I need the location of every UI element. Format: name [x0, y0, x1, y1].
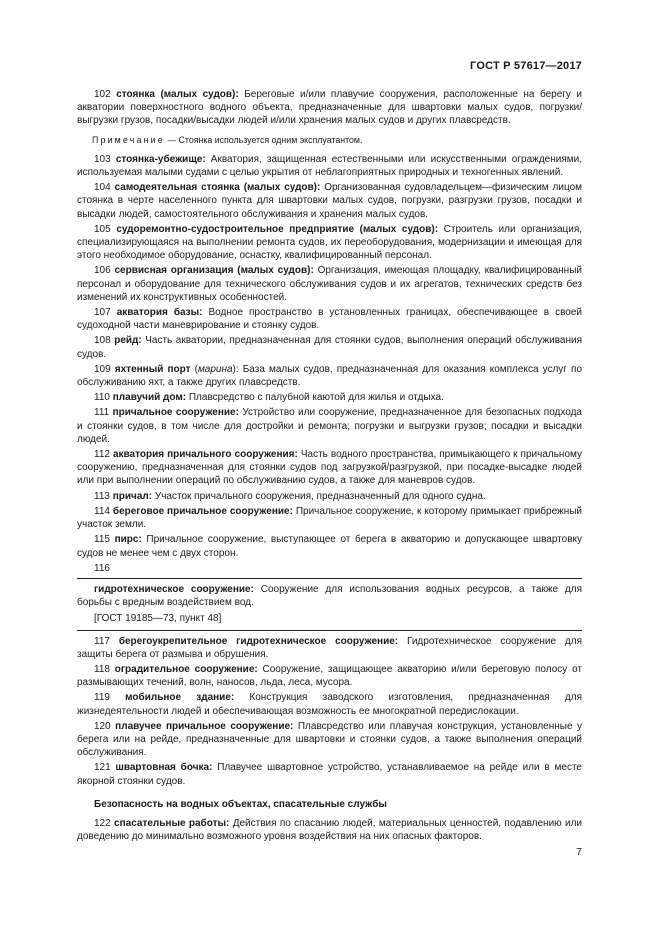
- note: [77, 134, 582, 147]
- term-name: сервисная организация (малых судов):: [114, 265, 314, 277]
- term-name: стоянка-убежище:: [115, 153, 206, 165]
- term-entry-120: [77, 720, 582, 760]
- term-definition: Организация, имеющая площадку, квалифицированный персонал и оборудование для технического обслуживания судов и их агрегатов, технических средств без изменений их конструктивных особенностей.: [77, 265, 582, 303]
- term-name: берегоукрепительное гидротехническое сооружение:: [118, 635, 399, 647]
- term-number: 102: [94, 89, 111, 100]
- term-name: плавучее причальное сооружение:: [115, 720, 294, 732]
- term-number: 114: [94, 505, 110, 517]
- term-name: гидротехническое сооружение:: [94, 583, 254, 595]
- term-entry-121: [77, 761, 582, 787]
- term-name: швартовная бочка:: [115, 762, 213, 774]
- term-definition: Гидротехническое сооружение для защиты берега от размыва и обрушения.: [77, 635, 582, 660]
- term-number: 107: [94, 307, 111, 319]
- term-entry-119: [77, 691, 582, 717]
- term-definition: Береговые и/или плавучие сооружения, расположенные на берегу и акватории поверхностного водного объекта, предназначенные для швартовки малых судов, погрузки/выгрузки грузов, посадки/высадки людей и/или хранения малых судов и других плавсредств.: [77, 89, 582, 127]
- term-entry-102: [77, 88, 582, 128]
- term-entry-108: [77, 334, 582, 360]
- term-number: 121: [94, 762, 111, 774]
- quoted-term-box: [77, 578, 582, 631]
- term-name: плавучий дом:: [112, 392, 187, 404]
- term-definition: Часть акватории, предназначенная для стоянки судов, выполнения операций обслуживания судов.: [77, 335, 582, 360]
- term-number: 122: [94, 817, 111, 829]
- term-name: акватория причального сооружения:: [112, 449, 298, 461]
- term-name: пирс:: [114, 534, 142, 546]
- term-definition: Акватория, защищенная естественными или искусственными ограждениями, используемая малыми судами с целью укрытия от неблагоприятных природных и техногенных явлений.: [77, 153, 582, 179]
- term-name: самодеятельная стоянка (малых судов):: [114, 182, 321, 194]
- term-number: 119: [94, 692, 110, 704]
- term-entry-112: [77, 448, 582, 488]
- term-name: стоянка (малых судов):: [116, 89, 239, 100]
- term-definition: Строитель или организация, специализирующаяся на выполнении ремонта судов, их переоборудования, модернизации и имеющая для этого необходимое оборудование, оснастку, квалифицированный персонал.: [77, 223, 583, 262]
- term-number: 104: [94, 182, 111, 194]
- term-entry-118: [77, 663, 582, 689]
- term-number: 118: [94, 663, 110, 675]
- term-definition: Сооружение, защищающее акваторию и/или береговую полосу от размывающих течений, волн, наносов, льда, леса, мусора.: [77, 663, 583, 689]
- term-number: 103: [94, 153, 111, 165]
- section-heading: Безопасность на водных объектах, спасательные службы: [94, 798, 387, 810]
- term-name: рейд:: [114, 335, 142, 347]
- document-header: ГОСТ Р 57617—2017: [470, 60, 582, 72]
- note-label: Примечание: [91, 134, 165, 145]
- term-name: оградительное сооружение:: [114, 663, 258, 675]
- term-number: 105: [94, 223, 111, 235]
- term-name: яхтенный порт: [114, 363, 191, 375]
- term-entry-111: [77, 406, 582, 446]
- term-number: 108: [94, 335, 111, 347]
- document-body: [77, 88, 582, 845]
- term-number: 106: [94, 265, 111, 277]
- term-entry-115: [77, 533, 582, 559]
- source-reference: [ГОСТ 19185—73, пункт 48]: [94, 613, 222, 625]
- term-entry-122: [77, 817, 582, 843]
- term-number: 115: [94, 534, 110, 546]
- term-entry-107: [77, 306, 582, 332]
- term-number: 109: [94, 363, 111, 375]
- term-entry-104: [77, 181, 582, 221]
- term-definition: Устройство или сооружение, предназначенное для безопасных подхода и стоянки судов, в том числе для достройки и ремонта; погрузки и выгрузки грузов; посадки и высадки людей.: [77, 407, 582, 445]
- term-definition: Участок причального сооружения, предназначенный для одного судна.: [152, 490, 486, 502]
- term-entry-116: [77, 583, 582, 609]
- term-entry-109: 109 яхтенный порт (марина): База малых судов, предназначенная для оказания комплекса услуг по обслуживанию яхт, а также других плавсредств.: [77, 363, 583, 389]
- note-text: — Стоянка используется одним эксплуатантом.: [164, 134, 363, 145]
- term-name: береговое причальное сооружение:: [112, 505, 293, 517]
- term-name: акватория базы:: [116, 307, 203, 319]
- term-name: судоремонтно-судостроительное предприятие (малых судов):: [116, 223, 439, 235]
- term-definition: Конструкция заводского изготовления, предназначенная для жизнедеятельности людей и обеспечивающая возможность ее многократной передислокации.: [77, 692, 582, 717]
- term-number: 117: [94, 635, 110, 647]
- term-name: спасательные работы:: [114, 817, 230, 829]
- term-number: 120: [94, 720, 111, 732]
- term-definition: Часть водного пространства, примыкающего к причальному сооружению, предназначенная для стоянки судов под загрузкой/разгрузкой, при посадке-высадке людей или при выполнении операций по обслуживанию судов, а также для маневров судов.: [77, 449, 583, 487]
- term-entry-110: [77, 391, 582, 404]
- term-entry-116-number: 116: [94, 562, 110, 574]
- term-entry-114: [77, 505, 582, 531]
- term-name: причальное сооружение:: [112, 407, 239, 419]
- term-entry-117: [77, 635, 582, 661]
- term-definition: Причальное сооружение, к которому примыкает прибрежный участок земли.: [77, 505, 583, 531]
- term-number: 110: [94, 392, 110, 404]
- term-definition: Сооружение для использования водных ресурсов, а также для борьбы с вредным воздействием вод.: [77, 583, 582, 609]
- term-definition: Действия по спасанию людей, материальных ценностей, подавлению или доведению до минимально возможного уровня воздействия на них опасных факторов.: [77, 817, 582, 843]
- term-number: 113: [94, 490, 110, 502]
- term-name: причал:: [112, 490, 153, 502]
- term-synonym: марина: [197, 363, 233, 375]
- term-entry-103: [77, 153, 582, 179]
- term-definition: Плавучее швартовное устройство, устанавливаемое на рейде или в месте якорной стоянки судов.: [77, 762, 582, 787]
- term-definition: Организованная судовладельцем—физическим лицом стоянка в черте населенного пункта для швартовки малых судов, погрузки, разгрузки грузов, посадки и высадки людей, самостоятельного обслуживания и хранения малых судов.: [77, 182, 583, 220]
- term-number: 112: [94, 449, 110, 461]
- term-entry-105: [77, 223, 582, 263]
- term-definition: : База малых судов, предназначенная для оказания комплекса услуг по обслуживанию яхт, а также других плавсредств.: [77, 363, 583, 389]
- term-name: мобильное здание:: [125, 692, 235, 704]
- term-definition: Водное пространство в установленных границах, обеспечивающее в своей судоходной части маневрирование и стоянку судов.: [77, 307, 582, 332]
- term-entry-113: [77, 490, 582, 503]
- page-number: 7: [576, 846, 582, 858]
- term-definition: Плавсредство с палубной каютой для жилья и отдыха.: [186, 392, 444, 404]
- term-number: 111: [94, 407, 110, 419]
- term-definition: Причальное сооружение, выступающее от берега в акваторию и допускающее швартовку судов не менее чем с двух сторон.: [77, 534, 582, 559]
- term-definition: Плавсредство или плавучая конструкция, установленные у берега или на рейде, предназначенные для швартовки и стоянки судов, а также выполнения операций обслуживания.: [77, 720, 582, 759]
- term-entry-106: [77, 264, 582, 304]
